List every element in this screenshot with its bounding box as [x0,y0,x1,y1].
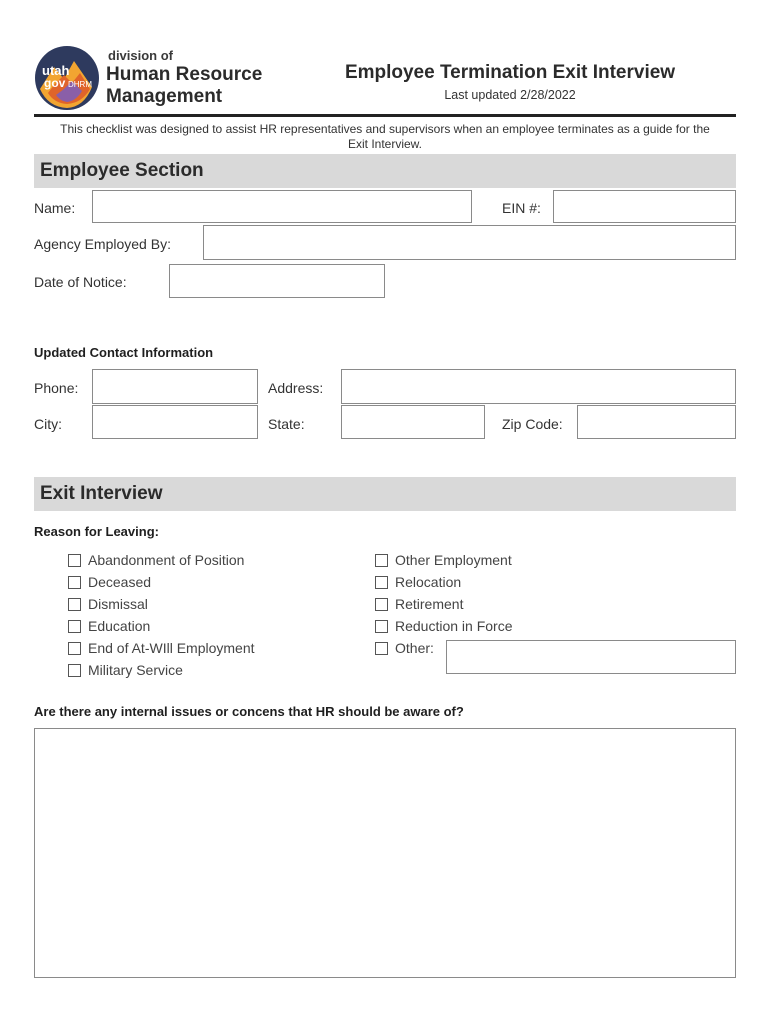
reason-abandonment[interactable] [68,549,255,571]
reason-label: Reduction in Force [395,618,513,634]
reason-label: Other Employment [395,552,512,568]
reason-military-service[interactable] [68,659,255,681]
contact-info-heading: Updated Contact Information [34,345,214,360]
name-label: Name: [34,200,76,216]
agency-field[interactable] [203,225,736,260]
reason-label: Deceased [88,574,152,590]
brand-name [106,64,262,108]
name-field[interactable] [92,190,472,223]
intro-text: This checklist was designed to assist HR representatives and supervisors when an employee terminates as a guide for the Exit Interview. [60,122,710,151]
checkbox[interactable] [375,620,388,633]
reason-label: Military Service [88,662,183,678]
reason-label: Relocation [395,574,462,590]
reason-retirement[interactable] [375,593,513,615]
reason-label: End of At-WIll Employment [88,640,255,656]
reason-relocation[interactable] [375,571,513,593]
ein-label: EIN #: [502,200,541,216]
checkbox[interactable] [68,642,81,655]
reason-label: Education [88,618,151,634]
document-title: Employee Termination Exit Interview [344,62,676,83]
checkbox[interactable] [68,620,81,633]
brand-division-of: division of [108,48,173,63]
internal-issues-textarea[interactable] [34,728,736,978]
reason-for-leaving-heading: Reason for Leaving: [34,524,159,539]
other-reason-field[interactable] [446,640,736,674]
zip-code-label: Zip Code: [502,416,563,432]
brand-line-1: Human Resource [106,64,263,85]
reason-label: Other: [395,640,434,656]
ein-field[interactable] [553,190,736,223]
date-of-notice-field[interactable] [169,264,385,298]
reason-label: Abandonment of Position [88,552,245,568]
utah-gov-logo [34,45,100,111]
reason-deceased[interactable] [68,571,255,593]
reason-reduction-in-force[interactable] [375,615,513,637]
reason-label: Retirement [395,596,464,612]
checkbox[interactable] [68,576,81,589]
reasons-left-column [68,549,255,681]
phone-field[interactable] [92,369,258,404]
address-label: Address: [268,380,324,396]
reason-end-at-will[interactable] [68,637,255,659]
date-of-notice-label: Date of Notice: [34,274,127,290]
checkbox[interactable] [375,642,388,655]
phone-label: Phone: [34,380,79,396]
exit-interview-section-header [34,477,736,511]
city-label: City: [34,416,62,432]
checkbox[interactable] [375,554,388,567]
internal-issues-question: Are there any internal issues or concens that HR should be aware of? [34,704,464,719]
svg-text:DHRM: DHRM [68,80,92,89]
svg-text:gov: gov [44,76,66,90]
state-field[interactable] [341,405,485,439]
checkbox[interactable] [68,598,81,611]
document-subtitle: Last updated 2/28/2022 [444,88,576,102]
checkbox[interactable] [375,576,388,589]
reason-education[interactable] [68,615,255,637]
header-divider [34,114,736,117]
brand-line-2: Management [106,86,223,107]
address-field[interactable] [341,369,736,404]
svg-text:utah: utah [42,63,70,78]
reason-dismissal[interactable] [68,593,255,615]
employee-section-title: Employee Section [40,160,204,181]
checkbox[interactable] [68,664,81,677]
employee-section-header [34,154,736,188]
state-label: State: [268,416,305,432]
reason-other-employment[interactable] [375,549,513,571]
checkbox[interactable] [68,554,81,567]
city-field[interactable] [92,405,258,439]
reason-label: Dismissal [88,596,148,612]
zip-code-field[interactable] [577,405,736,439]
agency-label: Agency Employed By: [34,236,171,252]
exit-interview-title: Exit Interview [40,483,163,504]
checkbox[interactable] [375,598,388,611]
